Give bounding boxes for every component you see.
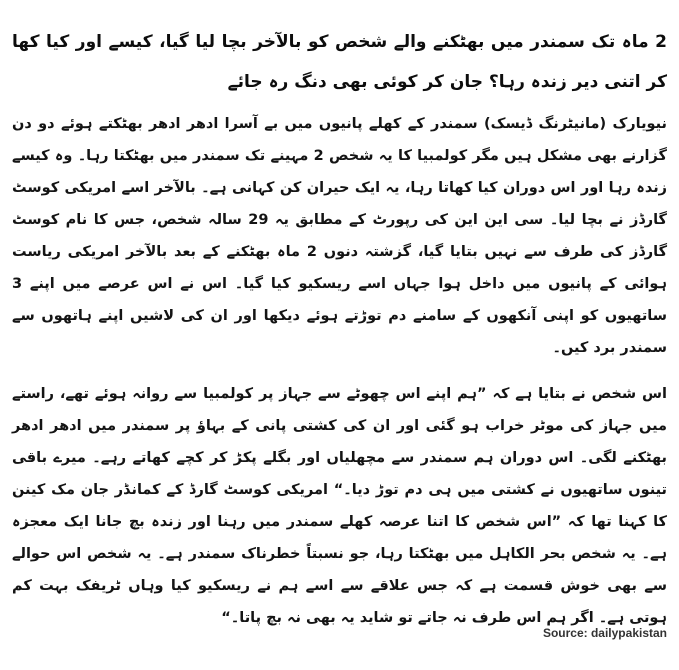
article-paragraph-1: نیویارک (مانیٹرنگ ڈیسک) سمندر کے کھلے پانیوں میں بے آسرا ادھر ادھر بھٹکتے ہوئے دو دن گزارنے بھی مشکل ہیں مگر کولمبیا کا یہ شخص 2 مہینے تک سمندر میں بھٹکتا رہا۔ وہ کیسے زندہ رہا اور اس دوران کیا کھاتا رہا، یہ ایک حیران کن کہانی ہے۔ بالآخر اسے امریکی کوسٹ گارڈز نے بچا لیا۔ سی این این کی رپورٹ کے مطابق یہ 29 سالہ شخص، جس کا نام کوسٹ گارڈز کی طرف سے نہیں بتایا گیا، گزشتہ دنوں 2 ماہ بھٹکنے کے بعد بالآخر امریکی ریاست ہوائی کے پانیوں میں داخل ہوا جہاں اسے ریسکیو کیا گیا۔ اس نے اس عرصے میں اپنے 3 ساتھیوں کو اپنی آنکھوں کے سامنے دم توڑتے ہوئے دیکھا اور ان کی لاشیں اپنے ہاتھوں سے سمندر برد کیں۔ <box>12 116 667 356</box>
article-paragraph-2: اس شخص نے بتایا ہے کہ ”ہم اپنے اس چھوٹے سے جہاز پر کولمبیا سے روانہ ہوئے تھے، راستے میں جہاز کی موٹر خراب ہو گئی اور ان کی کشتی پانی کے بہاؤ پر سمندر میں ادھر ادھر بھٹکنے لگی۔ اس دوران ہم سمندر سے مچھلیاں اور بگلے پکڑ کر کچے کھاتے رہے۔ میرے باقی تینوں ساتھیوں نے کشتی میں ہی دم توڑ دیا۔“ امریکی کوسٹ گارڈ کے کمانڈر جان مک کینن کا کہنا تھا کہ ”اس شخص کا اتنا عرصہ کھلے سمندر میں رہنا اور زندہ بچ جانا ایک معجزہ ہے۔ یہ شخص بحر الکاہل میں بھٹکتا رہا، جو نسبتاً خطرناک سمندر ہے۔ یہ شخص اس حوالے سے بھی خوش قسمت ہے کہ جس علاقے سے اسے ہم نے ریسکیو کیا وہاں ٹریفک بہت کم ہوتی ہے۔ اگر ہم اس طرف نہ جاتے تو شاید یہ بھی نہ بچ پاتا۔“ <box>12 386 667 626</box>
source-credit: Source: dailypakistan <box>542 626 667 640</box>
news-article <box>12 22 667 648</box>
article-headline: 2 ماہ تک سمندر میں بھٹکنے والے شخص کو بالآخر بچا لیا گیا، کیسے اور کیا کھا کر اتنی دیر زندہ رہا؟ جان کر کوئی بھی دنگ رہ جائے <box>12 32 667 92</box>
